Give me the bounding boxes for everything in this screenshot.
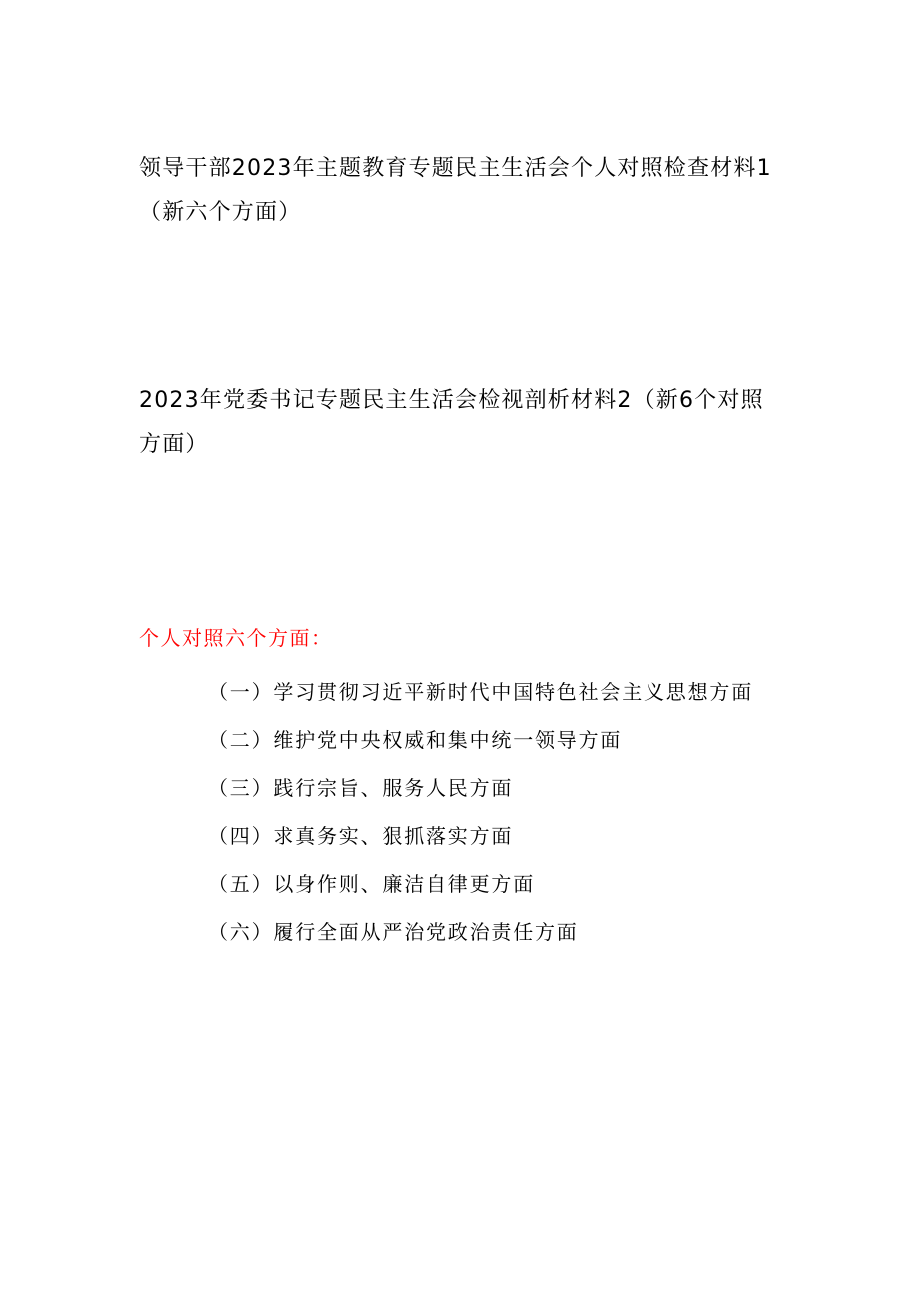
list-item: （二）维护党中央权威和集中统一领导方面 <box>208 728 623 752</box>
list-item: （一）学习贯彻习近平新时代中国特色社会主义思想方面 <box>208 680 753 704</box>
list-item: （三）践行宗旨、服务人民方面 <box>208 776 514 800</box>
document-title-2: 2023年党委书记专题民主生活会检视剖析材料2（新6个对照方面） <box>139 388 764 457</box>
list-item: （四）求真务实、狠抓落实方面 <box>208 824 514 848</box>
list-item: （五）以身作则、廉洁自律更方面 <box>208 872 535 896</box>
aspect-list <box>208 668 753 956</box>
list-item: （六）履行全面从严治党政治责任方面 <box>208 920 579 944</box>
document-title-1: 领导干部2023年主题教育专题民主生活会个人对照检查材料1（新六个方面） <box>139 156 772 225</box>
section-heading: 个人对照六个方面： <box>139 626 333 650</box>
